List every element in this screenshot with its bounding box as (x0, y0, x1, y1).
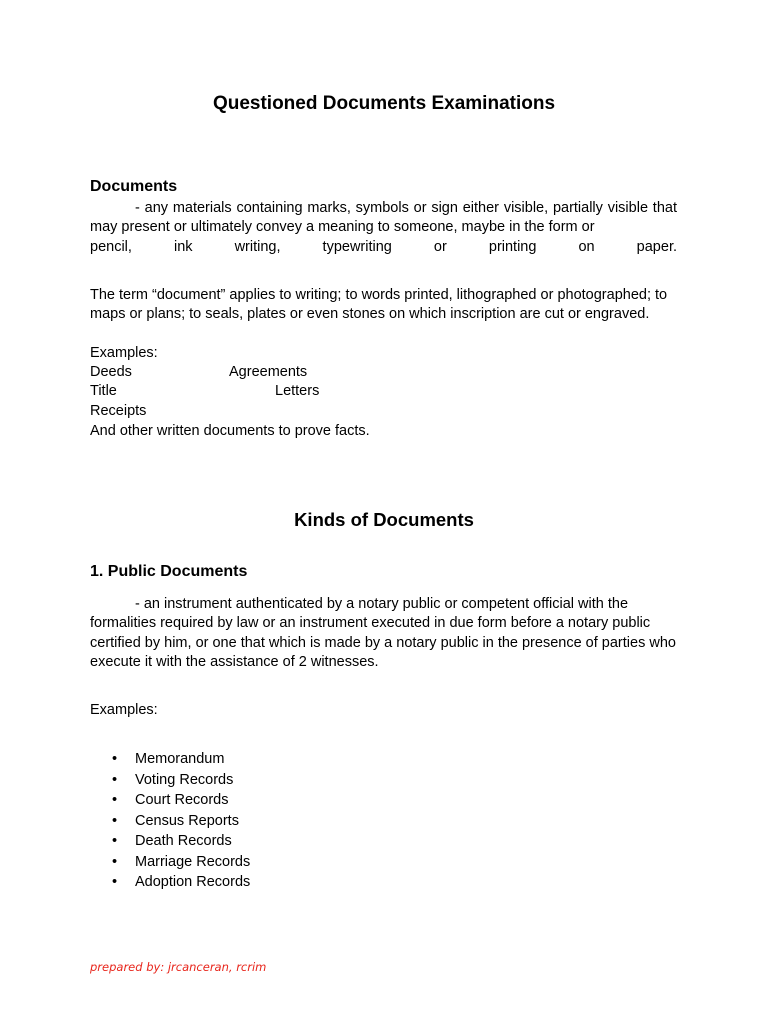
bullet-icon: • (112, 771, 118, 788)
document-page: Questioned Documents Examinations Documents - any materials containing marks, symbols or sign either visible, partially visible that may present or ultimately convey a meaning to someone, maybe in the form or pencil, ink writing, typewriting or printing on paper. The term “document” applies to writing; to words printed, lithographed or photographed; to maps or plans; to seals, plates or even stones on which inscription are cut or engraved. Examples: Deeds Agreements Title Letters Receipts And other written documents to prove facts. Kinds of Documents 1. Public Documents - an instrument authenticated by a notary public or competent official with the formalities required by law or an instrument executed in due form before a notary public certified by him, or one that which is made by a notary public in the presence of parties who execute it with the assistance of 2 witnesses. Examples: • Memorandum • Voting Records • Court Records • Census Reports • Death Records • Marriage Records • Adoption Records prepared by: jrcanceran, rcrim (0, 0, 768, 1024)
bullet-icon: • (112, 792, 118, 808)
documents-definition-line-2: pencil, ink writing, typewriting or printing on paper. (90, 238, 677, 255)
term-paragraph: The term “document” applies to writing; to words printed, lithographed or photographed; to maps or plans; to seals, plates or even stones on which inscription are cut or engraved. (90, 287, 668, 323)
kinds-heading: Kinds of Documents (294, 509, 474, 530)
bullet-icon: • (112, 751, 118, 767)
example-letters: Letters (275, 383, 320, 399)
examples-label: Examples: (90, 345, 158, 361)
example-title: Title (90, 383, 117, 399)
example-agreements: Agreements (229, 364, 308, 380)
example-deeds: Deeds (90, 364, 132, 380)
public-documents-heading: 1. Public Documents (90, 563, 248, 580)
page-title: Questioned Documents Examinations (212, 93, 556, 114)
bullet-icon: • (112, 853, 118, 870)
footer-credit: prepared by: jrcanceran, rcrim (90, 960, 267, 974)
bullet-icon: • (112, 874, 118, 890)
documents-definition-line-1: - any materials containing marks, symbols or sign either visible, partially visible that may present or ultimately convey a meaning to someone, maybe in the form or (90, 200, 677, 236)
other-documents-line: And other written documents to prove facts. (90, 422, 370, 439)
example-receipts: Receipts (90, 402, 147, 419)
public-documents-definition: - an instrument authenticated by a notary public or competent official with the formalities required by law or an instrument executed in due form before a notary public certified by him, or one that which is made by a notary public in the presence of parties who execute it with the assistance of 2 witnesses. (90, 596, 676, 671)
bullet-icon: • (112, 833, 118, 849)
public-examples-label: Examples: (90, 701, 158, 718)
bullet-icon: • (112, 812, 118, 829)
documents-heading: Documents (90, 178, 178, 195)
